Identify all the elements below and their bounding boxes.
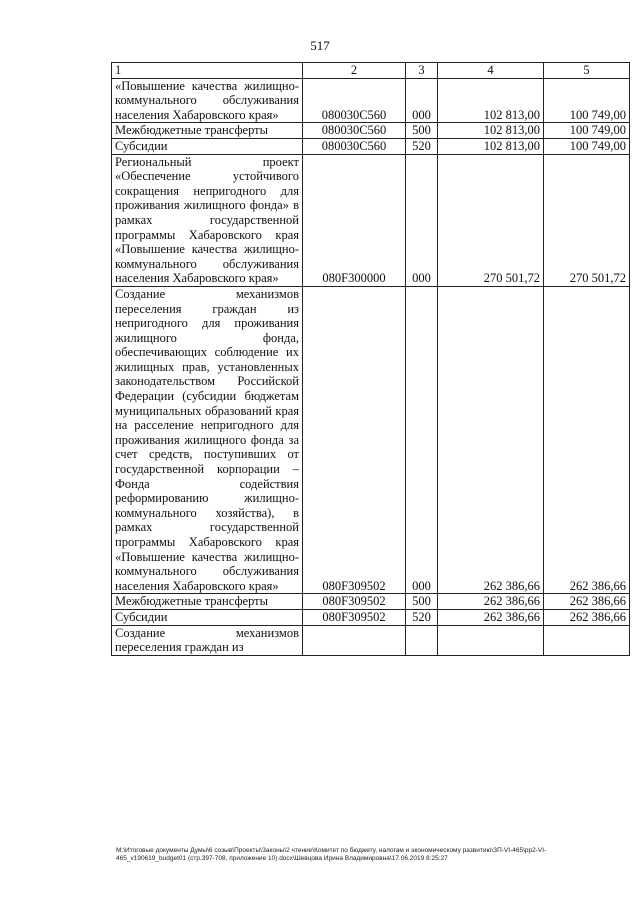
row-name: Региональный проект «Обеспечение устойчивого сокращения непригодного для проживания жилищного фонда» в рамках государственной программы Хабаровского края «Повышение качества жилищно-коммунального обслуживания населения Хабаровского края» [112,154,303,286]
row-name: Субсидии [112,138,303,154]
row-type: 520 [406,138,438,154]
table-header-row [112,63,630,79]
row-value-col5: 262 386,66 [544,594,630,610]
row-type: 500 [406,594,438,610]
table-row [112,138,630,154]
table-row [112,78,630,123]
row-code: 080030С560 [303,78,406,123]
row-value-col4: 102 813,00 [438,78,544,123]
row-value-col4: 262 386,66 [438,594,544,610]
row-value-col5: 100 749,00 [544,123,630,139]
table-row [112,594,630,610]
row-code: 080F309502 [303,286,406,593]
header-col-2: 2 [303,63,406,79]
table-row [112,123,630,139]
header-col-4: 4 [438,63,544,79]
row-name: Создание механизмов переселения граждан из непригодного для проживания жилищного фонда, обеспечивающих соблюдение их жилищных прав, установленных законодательством Российской Федерации (субсидии бюджетам муниципальных образований края на расселение непригодного для проживания жилищного фонда за счет средств, поступивших от государственной корпорации – Фонда содействия реформированию жилищно-коммунального хозяйства), в рамках государственной программы Хабаровского края «Повышение качества жилищно-коммунального обслуживания населения Хабаровского края» [112,286,303,593]
row-type [406,625,438,655]
table-row [112,609,630,625]
row-code: 080F309502 [303,594,406,610]
row-value-col5: 100 749,00 [544,78,630,123]
row-type: 520 [406,609,438,625]
row-name: Межбюджетные трансферты [112,594,303,610]
file-path-footer: M:\Итоговые документы Думы\6 созыв\Проекты\Законы\2 чтение\Комитет по бюджету, налогам и экономическому развитию\ЗП-VI-465\рр2-VI-465_v190619_budget01 (стр.397-708, приложение 10).docx\Шевцова Ирина Владимировна\17.06.2019 8:25:27 [116,847,547,862]
row-value-col5: 262 386,66 [544,609,630,625]
row-value-col5: 100 749,00 [544,138,630,154]
row-value-col4: 270 501,72 [438,154,544,286]
row-type: 000 [406,286,438,593]
row-value-col5 [544,625,630,655]
row-code: 080030С560 [303,123,406,139]
row-name: «Повышение качества жилищно-коммунального обслуживания населения Хабаровского края» [112,78,303,123]
table-row [112,286,630,593]
row-type: 500 [406,123,438,139]
row-code: 080030С560 [303,138,406,154]
row-type: 000 [406,78,438,123]
row-code: 080F309502 [303,609,406,625]
header-col-3: 3 [406,63,438,79]
budget-table [111,62,630,656]
header-col-5: 5 [544,63,630,79]
table-row [112,154,630,286]
row-value-col4: 102 813,00 [438,138,544,154]
row-value-col4 [438,625,544,655]
row-name: Создание механизмов переселения граждан из [112,625,303,655]
header-col-1: 1 [112,63,303,79]
row-code [303,625,406,655]
row-value-col4: 262 386,66 [438,286,544,593]
row-value-col4: 102 813,00 [438,123,544,139]
row-name: Межбюджетные трансферты [112,123,303,139]
row-value-col5: 262 386,66 [544,286,630,593]
table-row [112,625,630,655]
page-number: 517 [310,38,330,53]
row-value-col4: 262 386,66 [438,609,544,625]
row-type: 000 [406,154,438,286]
row-code: 080F300000 [303,154,406,286]
row-name: Субсидии [112,609,303,625]
row-value-col5: 270 501,72 [544,154,630,286]
